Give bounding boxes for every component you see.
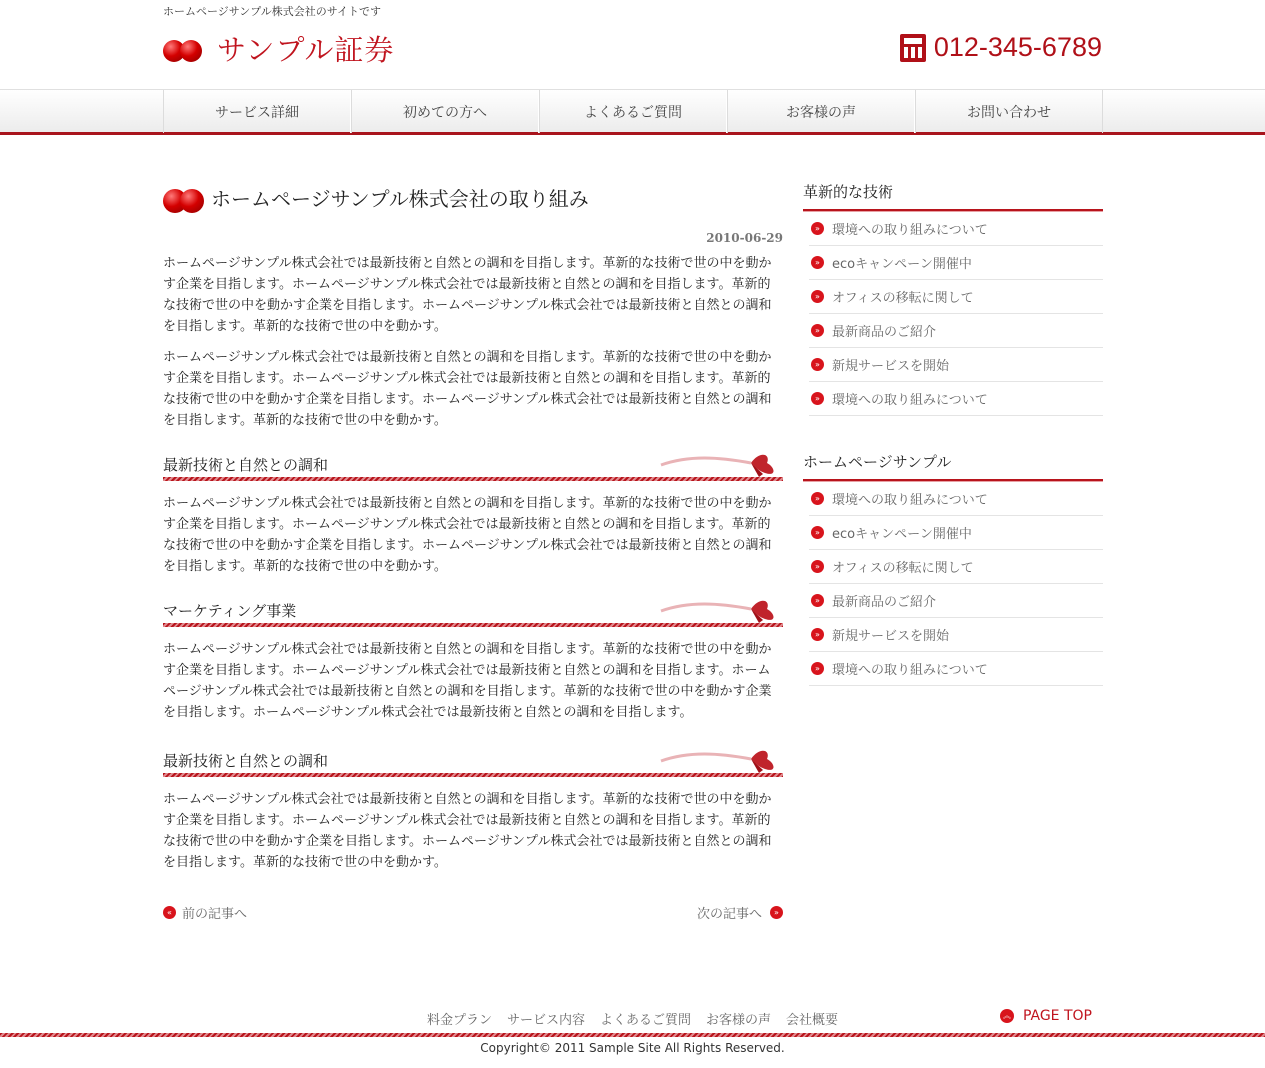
sidebar-title: ホームページサンプル xyxy=(803,450,1103,482)
nav-item-first-time[interactable]: 初めての方へ xyxy=(351,90,539,133)
sidebar-block xyxy=(803,180,1103,416)
main-content xyxy=(163,180,783,925)
footer-link-pricing[interactable]: 料金プラン xyxy=(426,1013,492,1028)
sidebar-item-label: ecoキャンペーン開催中 xyxy=(832,527,972,542)
chevron-right-icon: » xyxy=(811,526,824,539)
article-heading xyxy=(163,180,783,214)
chevron-right-icon: » xyxy=(811,662,824,675)
sidebar-item[interactable] xyxy=(809,516,1103,550)
phone-number: 012-345-6789 xyxy=(933,32,1102,62)
next-article-label: 次の記事へ xyxy=(696,907,762,922)
section-heading xyxy=(163,747,783,781)
prev-article-link[interactable] xyxy=(163,903,247,922)
chevron-right-icon: » xyxy=(811,324,824,337)
ribbon-icon xyxy=(659,593,783,627)
chevron-right-icon: » xyxy=(811,392,824,405)
sidebar-item-label: 最新商品のご紹介 xyxy=(832,595,937,610)
sidebar xyxy=(803,180,1103,720)
heading-icon xyxy=(163,182,207,212)
sidebar-item-label: 環境への取り組みについて xyxy=(832,663,988,678)
sidebar-item-label: 環境への取り組みについて xyxy=(832,223,988,238)
nav-item-service-details[interactable]: サービス詳細 xyxy=(163,90,351,133)
footer-link-services[interactable]: サービス内容 xyxy=(506,1013,585,1028)
page-top-link[interactable] xyxy=(1000,1008,1092,1024)
chevron-up-icon: ︽ xyxy=(1000,1009,1014,1023)
section-rule xyxy=(163,773,783,777)
sidebar-item[interactable] xyxy=(809,482,1103,516)
chevron-right-icon: » xyxy=(811,256,824,269)
site-title: サンプル証券 xyxy=(217,33,395,67)
section-title: 最新技術と自然との調和 xyxy=(163,456,329,474)
chevron-left-icon: « xyxy=(163,906,176,919)
copyright: Copyright© 2011 Sample Site All Rights Reserved. xyxy=(480,1041,785,1055)
chevron-right-icon: » xyxy=(811,492,824,505)
section-paragraph: ホームページサンプル株式会社では最新技術と自然との調和を目指します。革新的な技術で世の中を動かす企業を目指します。ホームページサンプル株式会社では最新技術と自然との調和を目指します。革新的な技術で世の中を動かす企業を目指します。ホームページサンプル株式会社では最新技術と自然との調和を目指します。革新的な技術で世の中を動かす。 xyxy=(163,792,772,870)
prev-article-label: 前の記事へ xyxy=(182,907,248,922)
nav-item-contact[interactable]: お問い合わせ xyxy=(915,90,1103,133)
sidebar-item-label: ecoキャンペーン開催中 xyxy=(832,257,972,272)
sidebar-item[interactable] xyxy=(809,550,1103,584)
sidebar-block xyxy=(803,450,1103,686)
sidebar-item[interactable] xyxy=(809,382,1103,416)
sidebar-item[interactable] xyxy=(809,618,1103,652)
sidebar-item-label: オフィスの移転に関して xyxy=(832,291,974,306)
nav-item-faq[interactable]: よくあるご質問 xyxy=(539,90,727,133)
section-title: 最新技術と自然との調和 xyxy=(163,752,329,770)
sidebar-list xyxy=(803,212,1103,416)
sidebar-item-label: オフィスの移転に関して xyxy=(832,561,974,576)
chevron-right-icon: » xyxy=(811,222,824,235)
sidebar-item[interactable] xyxy=(809,314,1103,348)
section-heading xyxy=(163,451,783,485)
sidebar-item[interactable] xyxy=(809,280,1103,314)
sidebar-item[interactable] xyxy=(809,652,1103,686)
intro-paragraph: ホームページサンプル株式会社では最新技術と自然との調和を目指します。革新的な技術で世の中を動かす企業を目指します。ホームページサンプル株式会社では最新技術と自然との調和を目指します。革新的な技術で世の中を動かす企業を目指します。ホームページサンプル株式会社では最新技術と自然との調和を目指します。革新的な技術で世の中を動かす。 xyxy=(163,256,772,334)
nav-item-testimonials[interactable]: お客様の声 xyxy=(727,90,915,133)
page-top-label: PAGE TOP xyxy=(1022,1008,1092,1024)
article-title: ホームページサンプル株式会社の取り組み xyxy=(211,186,589,211)
phone-icon xyxy=(900,34,926,62)
sidebar-item[interactable] xyxy=(809,584,1103,618)
section-rule xyxy=(163,477,783,481)
section-paragraph: ホームページサンプル株式会社では最新技術と自然との調和を目指します。革新的な技術で世の中を動かす企業を目指します。ホームページサンプル株式会社では最新技術と自然との調和を目指します。ホームページサンプル株式会社では最新技術と自然との調和を目指します。革新的な技術で世の中を動かす企業を目指します。ホームページサンプル株式会社では最新技術と自然との調和を目指します。 xyxy=(163,642,772,720)
ribbon-icon xyxy=(659,447,783,481)
footer-link-faq[interactable]: よくあるご質問 xyxy=(599,1013,691,1028)
sidebar-list xyxy=(803,482,1103,686)
footer-rule xyxy=(0,1033,1265,1037)
footer-link-testimonials[interactable]: お客様の声 xyxy=(706,1013,772,1028)
ribbon-icon xyxy=(659,743,783,777)
section-heading xyxy=(163,597,783,631)
intro-paragraph: ホームページサンプル株式会社では最新技術と自然との調和を目指します。革新的な技術で世の中を動かす企業を目指します。ホームページサンプル株式会社では最新技術と自然との調和を目指します。革新的な技術で世の中を動かす企業を目指します。ホームページサンプル株式会社では最新技術と自然との調和を目指します。革新的な技術で世の中を動かす。 xyxy=(163,350,772,428)
footer-link-company[interactable]: 会社概要 xyxy=(786,1013,839,1028)
chevron-right-icon: » xyxy=(811,358,824,371)
sidebar-item-label: 新規サービスを開始 xyxy=(832,629,950,644)
sidebar-item[interactable] xyxy=(809,348,1103,382)
sidebar-item-label: 環境への取り組みについて xyxy=(832,393,988,408)
global-nav xyxy=(163,90,1103,133)
logo-icon xyxy=(163,34,207,64)
next-article-link[interactable] xyxy=(697,903,783,922)
chevron-right-icon: » xyxy=(770,906,783,919)
chevron-right-icon: » xyxy=(811,290,824,303)
chevron-right-icon: » xyxy=(811,560,824,573)
sidebar-item[interactable] xyxy=(809,212,1103,246)
sidebar-item-label: 環境への取り組みについて xyxy=(832,493,988,508)
site-logo[interactable] xyxy=(163,28,394,69)
section-rule xyxy=(163,623,783,627)
chevron-right-icon: » xyxy=(811,628,824,641)
article-date: 2010-06-29 xyxy=(706,231,783,245)
section-title: マーケティング事業 xyxy=(163,602,297,620)
phone-contact xyxy=(900,32,1102,63)
sidebar-item-label: 新規サービスを開始 xyxy=(832,359,950,374)
sidebar-item[interactable] xyxy=(809,246,1103,280)
sidebar-item-label: 最新商品のご紹介 xyxy=(832,325,937,340)
sidebar-title: 革新的な技術 xyxy=(803,180,1103,212)
global-nav-bar xyxy=(0,89,1265,135)
section-paragraph: ホームページサンプル株式会社では最新技術と自然との調和を目指します。革新的な技術で世の中を動かす企業を目指します。ホームページサンプル株式会社では最新技術と自然との調和を目指します。革新的な技術で世の中を動かす企業を目指します。ホームページサンプル株式会社では最新技術と自然との調和を目指します。革新的な技術で世の中を動かす。 xyxy=(163,496,772,574)
site-tagline: ホームページサンプル株式会社のサイトです xyxy=(163,5,382,18)
chevron-right-icon: » xyxy=(811,594,824,607)
article-pager xyxy=(163,903,783,925)
